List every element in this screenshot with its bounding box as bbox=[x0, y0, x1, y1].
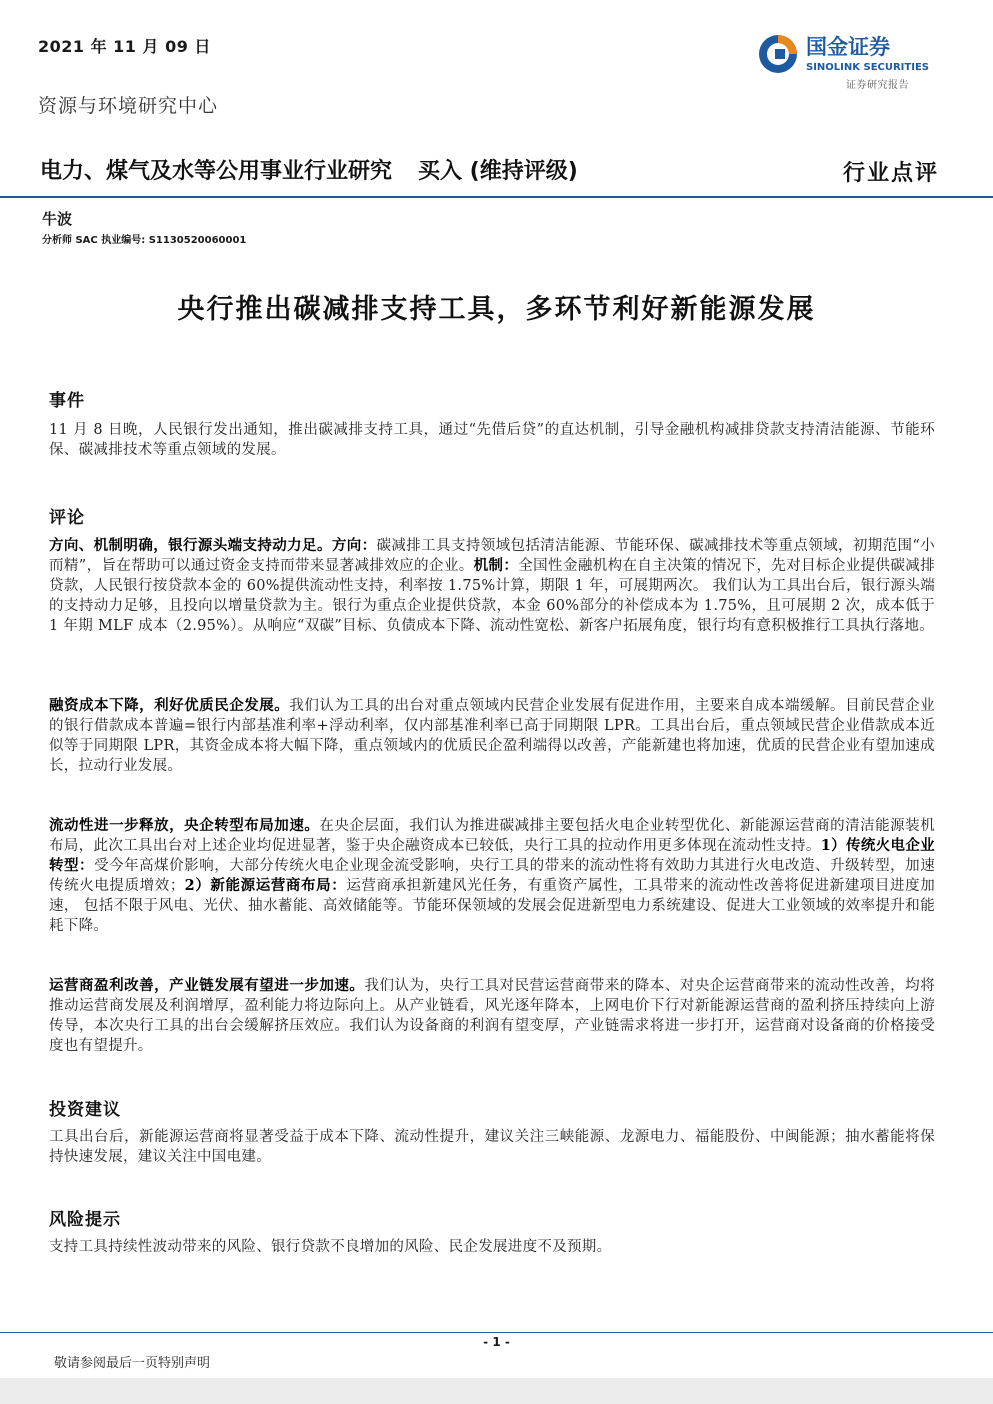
industry-title: 电力、煤气及水等公用事业行业研究 bbox=[40, 159, 393, 184]
logo-en-text: SINOLINK SECURITIES bbox=[806, 62, 929, 73]
comment-paragraph-3 bbox=[49, 816, 935, 936]
p1-lead: 方向、机制明确，银行源头端支持动力足。 bbox=[49, 537, 332, 554]
research-center: 资源与环境研究中心 bbox=[38, 95, 219, 117]
p1-key-direction: 方向： bbox=[331, 537, 377, 554]
p1-text-1: 碳减排工具支持领域包括清洁能源、节能环保、碳减排技术等重点领域，初期范围“小而精”，旨在帮助可以通过资金支持而带来显著减排效应的企业。 bbox=[49, 538, 936, 574]
logo-mark-icon bbox=[756, 32, 944, 78]
invest-paragraph: 工具出台后，新能源运营商将显著受益于成本下降、流动性提升，建议关注三峡能源、龙源电力、福能股份、中闽能源；抽水蓄能将保持快速发展，建议关注中国电建。 bbox=[49, 1129, 935, 1165]
logo-cn-text: 国金证券 bbox=[806, 35, 890, 59]
p3-text-1: 在央企层面，我们认为推进碳减排主要包括火电企业转型优化、新能源运营商的清洁能源装机布局，此次工具出台对上述企业均促进显著，鉴于央企融资成本已较低，央行工具的拉动作用更多体现在流动性支持。 bbox=[49, 818, 935, 854]
industry-title-row bbox=[40, 154, 578, 185]
p3-key-renewable: 2）新能源运营商布局： bbox=[184, 877, 347, 894]
event-paragraph: 11 月 8 日晚，人民银行发出通知，推出碳减排支持工具，通过“先借后贷”的直达机制，引导金融机构减排贷款支持清洁能源、节能环保、碳减排技术等重点领域的发展。 bbox=[49, 422, 935, 458]
logo-subtitle: 证券研究报告 bbox=[846, 80, 909, 91]
comment-paragraph-2 bbox=[49, 696, 935, 776]
p4-lead: 运营商盈利改善，产业链发展有望进一步加速。 bbox=[49, 977, 365, 994]
p1-text-2: 全国性金融机构在自主决策的情况下，先对目标企业提供碳减排贷款，人民银行按贷款本金的 60%提供流动性支持，利率按 1.75%计算，期限 1 年，可展期两次。 我们认为工具出台后，银行源头端的支持动力足够，且投向以增量贷款为主。银行为重点企业提供贷款，本金 60%部分的补偿成本为 1.75%，且可展期 2 次，成本低于 1 年期 MLF 成本（2.95%）。从响应“双碳”目标、负债成本下降、流动性宽松、新客户拓展角度，银行均有意积极推行工具执行落地。 bbox=[49, 558, 935, 634]
headline: 央行推出碳减排支持工具，多环节利好新能源发展 bbox=[177, 294, 816, 325]
p4-text: 我们认为，央行工具对民营运营商带来的降本、对央企运营商带来的流动性改善，均将推动运营商发展及利润增厚，盈利能力将边际向上。从产业链看，风光逐年降本，上网电价下行对新能源运营商的盈利挤压持续向上游传导，本次央行工具的出台会缓解挤压效应。我们认为设备商的利润有望变厚，产业链需求将进一步打开，运营商对设备商的价格接受度也有望提升。 bbox=[49, 978, 935, 1054]
comment-paragraph-1 bbox=[49, 536, 935, 636]
page-number: - 1 - bbox=[483, 1335, 510, 1349]
report-date: 2021 年 11 月 09 日 bbox=[38, 37, 211, 56]
invest-heading: 投资建议 bbox=[49, 1100, 121, 1120]
disclaimer-note: 敬请参阅最后一页特别声明 bbox=[54, 1356, 211, 1371]
header-divider bbox=[0, 196, 993, 198]
rating: 买入 (维持评级) bbox=[418, 159, 578, 184]
p3-text-2: 受今年高煤价影响，大部分传统火电企业现金流受影响，央行工具的带来的流动性将有效助力其进行火电改造、升级转型，加速传统火电提质增效； bbox=[49, 858, 935, 894]
event-heading: 事件 bbox=[49, 391, 85, 411]
p3-key-thermal: 1）传统火电企业转型： bbox=[49, 837, 935, 874]
comment-heading: 评论 bbox=[49, 508, 85, 528]
analyst-sac: 分析师 SAC 执业编号: S1130520060001 bbox=[42, 235, 247, 246]
p2-text: 我们认为工具的出台对重点领域内民营企业发展有促进作用，主要来自成本端缓解。目前民营企业的银行借款成本普遍=银行内部基准利率+浮动利率，仅内部基准利率已高于同期限 LPR。工具出台后，重点领域民营企业借款成本近似等于同期限 LPR，其资金成本将大幅下降，重点领域内的优质民企盈利端得以改善，产能新建也将加速，优质的民营企业有望加速成长，拉动行业发展。 bbox=[49, 698, 935, 774]
footer-divider bbox=[0, 1332, 993, 1333]
report-type: 行业点评 bbox=[842, 160, 939, 186]
risk-paragraph: 支持工具持续性波动带来的风险、银行贷款不良增加的风险、民企发展进度不及预期。 bbox=[49, 1239, 612, 1255]
footer-band bbox=[0, 1378, 993, 1404]
comment-paragraph-4 bbox=[49, 976, 935, 1056]
risk-heading: 风险提示 bbox=[49, 1210, 121, 1230]
p3-text-3: 运营商承担新建风光任务，有重资产属性，工具带来的流动性改善将促进新建项目进度加速， 包括不限于风电、光伏、抽水蓄能、高效储能等。节能环保领域的发展会促进新型电力系统建设、促进大工业领域的效率提升和能耗下降。 bbox=[49, 878, 936, 934]
analyst-name: 牛波 bbox=[42, 210, 73, 228]
p3-lead: 流动性进一步释放，央企转型布局加速。 bbox=[49, 817, 320, 834]
p2-lead: 融资成本下降，利好优质民企发展。 bbox=[49, 697, 290, 714]
p1-key-mechanism: 机制： bbox=[473, 557, 519, 574]
sinolink-logo bbox=[756, 32, 944, 78]
